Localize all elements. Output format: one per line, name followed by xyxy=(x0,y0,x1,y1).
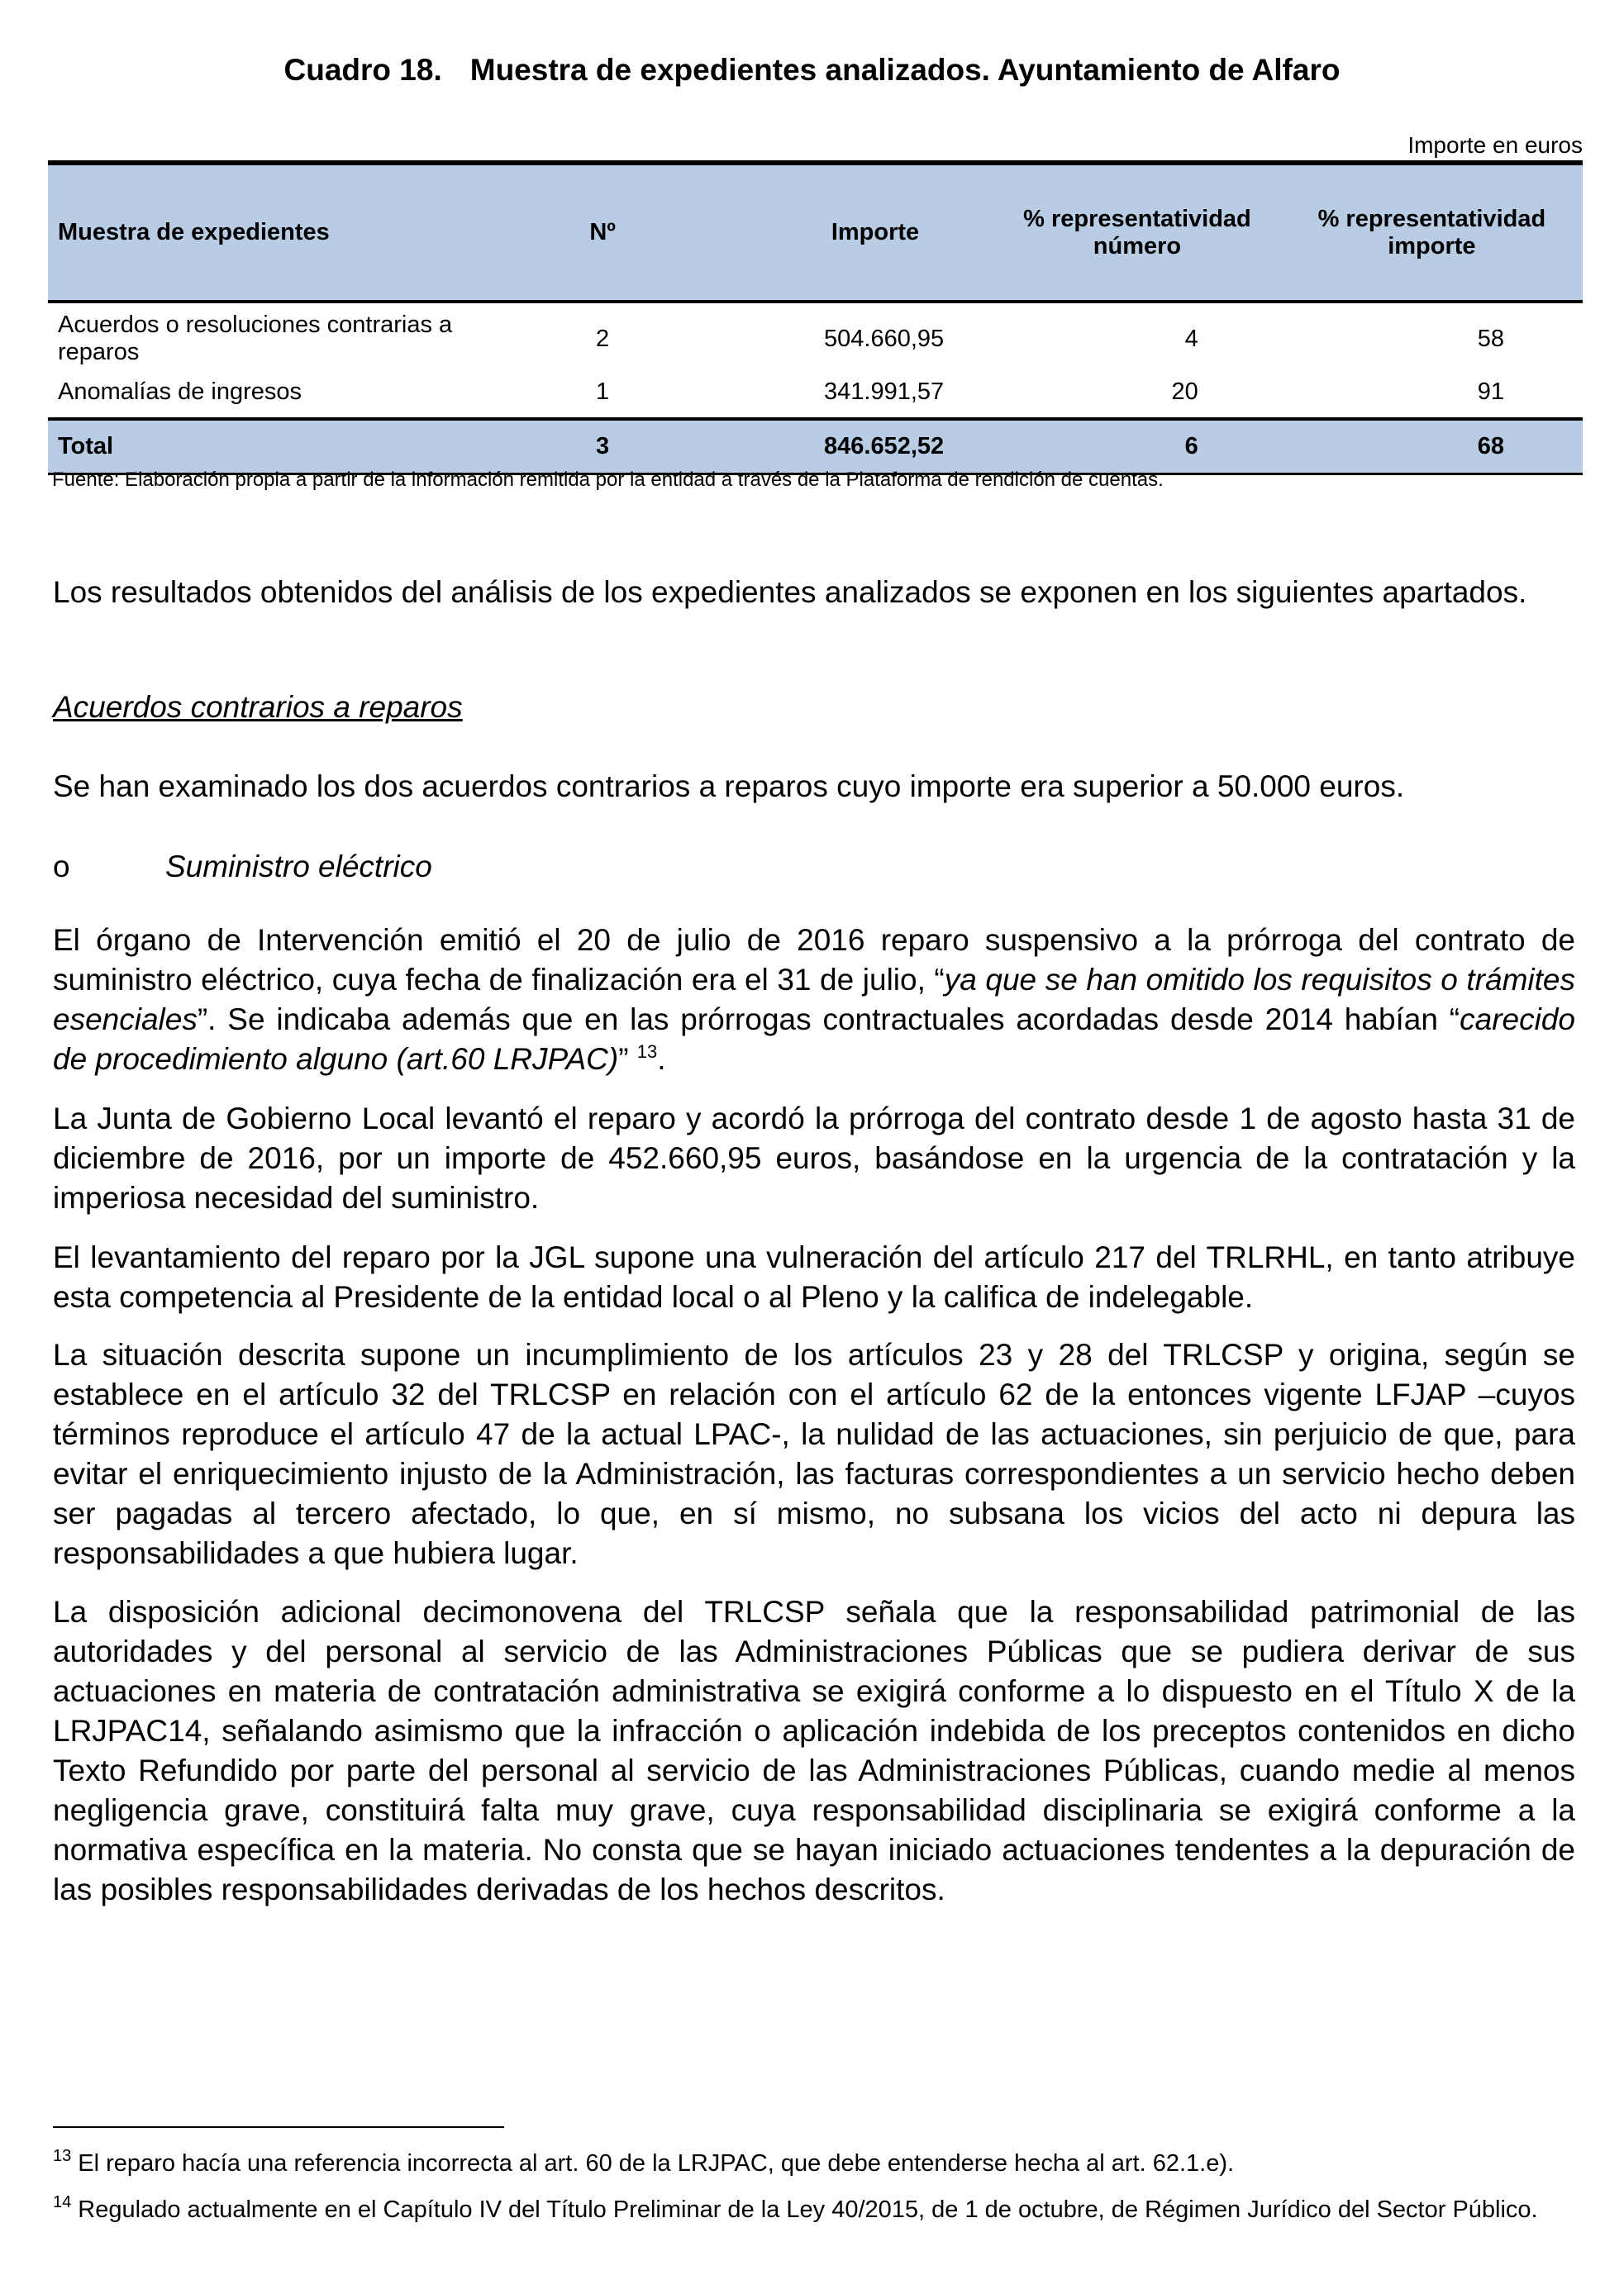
header-pct-importe-line2: importe xyxy=(1388,232,1476,259)
paragraph-examined xyxy=(53,767,1575,807)
unit-note: Importe en euros xyxy=(1407,132,1583,158)
table-total-row xyxy=(48,419,1583,474)
cell-importe: 504.660,95 xyxy=(824,325,945,352)
bullet-mark: o xyxy=(53,850,70,883)
cell-pct-importe: 91 xyxy=(1477,378,1504,405)
header-expedientes: Muestra de expedientes xyxy=(48,163,540,302)
quoted-text: ya que se han omitido los requisitos o trámites esenciales xyxy=(53,963,1575,1036)
footnote-14 xyxy=(53,2193,1575,2226)
table-row xyxy=(48,366,1583,419)
footnote-text: Regulado actualmente en el Capítulo IV del Título Preliminar de la Ley 40/2015, de 1 de octubre, de Régimen Jurídico del Sector Público. xyxy=(71,2196,1538,2223)
header-pct-numero-line1: % representatividad xyxy=(1023,205,1251,232)
paragraph-situacion xyxy=(53,1335,1575,1573)
caption-number: Cuadro 18. xyxy=(283,53,442,87)
paragraph-text xyxy=(53,921,1575,1079)
header-pct-numero-line2: número xyxy=(1093,232,1182,259)
cell-pct-numero: 20 xyxy=(1171,378,1198,405)
paragraph-jgl xyxy=(53,1238,1575,1317)
text-run: El órgano de Intervención emitió el 20 de julio de 2016 reparo suspensivo a la prórroga del contrato de suministro eléctrico, cuya fecha de finalización era el 31 de julio, “ xyxy=(53,923,1575,997)
table-caption xyxy=(0,53,1624,88)
footnote-divider xyxy=(53,2126,504,2128)
cell-importe: 341.991,57 xyxy=(824,378,945,405)
paragraph-text: La situación descrita supone un incumplimiento de los artículos 23 y 28 del TRLCSP y origina, según se establece en el artículo 32 del TRLCSP en relación con el artículo 62 de la entonces vigente LFJAP –cuyos términos reproduce el artículo 47 de la actual LPAC-, la nulidad de las actuaciones, sin perjuicio de que, para evitar el enriquecimiento injusto de la Administración, las facturas correspondientes a un servicio hecho deben ser pagadas al tercero afectado, lo que, en sí mismo, no subsana los vicios del acto ni depura las responsabilidades a que hubiera lugar. xyxy=(53,1338,1575,1570)
sample-table xyxy=(48,160,1583,475)
paragraph-text: El levantamiento del reparo por la JGL supone una vulneración del artículo 217 del TRLRHL, en tanto atribuye esta competencia al Presidente de la entidad local o al Pleno y la califica de indelegable. xyxy=(53,1240,1575,1314)
bullet-label: Suministro eléctrico xyxy=(165,850,432,883)
footnote-ref: 13 xyxy=(636,1041,658,1062)
paragraph-results xyxy=(53,573,1575,612)
cell-numero: 1 xyxy=(596,378,610,405)
total-pct-importe: 68 xyxy=(1281,419,1583,474)
paragraph-text: Se han examinado los dos acuerdos contrarios a reparos cuyo importe era superior a 50.000 euros. xyxy=(53,769,1405,803)
section-heading xyxy=(53,688,1575,727)
total-label: Total xyxy=(48,419,540,474)
cell-expedientes: Acuerdos o resoluciones contrarias a reparos xyxy=(58,312,453,365)
total-pct-numero: 6 xyxy=(993,419,1281,474)
text-run: ”. Se indicaba además que en las prórrogas contractuales acordadas desde 2014 habían “ xyxy=(197,1002,1460,1036)
header-importe: Importe xyxy=(666,163,994,302)
section-heading-text: Acuerdos contrarios a reparos xyxy=(53,690,463,724)
table-row xyxy=(48,302,1583,366)
footnote-text: El reparo hacía una referencia incorrecta al art. 60 de la LRJPAC, que debe entenderse hecha al art. 62.1.e). xyxy=(71,2150,1235,2177)
bullet-item xyxy=(53,847,432,887)
footnote-number: 14 xyxy=(53,2193,72,2211)
cell-pct-numero: 4 xyxy=(1184,325,1198,352)
quoted-text: carecido de procedimiento alguno (art.60 LRJPAC) xyxy=(53,1002,1575,1076)
total-importe: 846.652,52 xyxy=(666,419,994,474)
header-pct-importe xyxy=(1281,163,1583,302)
paragraph-disposicion xyxy=(53,1592,1575,1910)
paragraph-text: Los resultados obtenidos del análisis de los expedientes analizados se exponen en los siguientes apartados. xyxy=(53,575,1527,609)
paragraph-text: La disposición adicional decimonovena del TRLCSP señala que la responsabilidad patrimonial de las autoridades y del personal al servicio de las Administraciones Públicas que se pudiera derivar de sus actuaciones en materia de contratación administrativa se exigirá conforme a lo dispuesto en el Título X de la LRJPAC14, señalando asimismo que la infracción o aplicación indebida de los preceptos contenidos en dicho Texto Refundido por parte del personal al servicio de las Administraciones Públicas, cuando medie al menos negligencia grave, constituirá falta muy grave, cuya responsabilidad disciplinaria se exigirá conforme a la normativa específica en la materia. No consta que se hayan iniciado actuaciones tendentes a la depuración de las posibles responsabilidades derivadas de los hechos descritos. xyxy=(53,1595,1575,1906)
total-numero: 3 xyxy=(540,419,666,474)
cell-numero: 2 xyxy=(596,325,610,352)
cell-expedientes: Anomalías de ingresos xyxy=(58,378,302,405)
footnote-number: 13 xyxy=(53,2147,72,2165)
header-numero: Nº xyxy=(540,163,666,302)
table-header-row xyxy=(48,163,1583,302)
header-pct-importe-line1: % representatividad xyxy=(1317,205,1546,232)
paragraph-intervention xyxy=(53,921,1575,1079)
cell-pct-importe: 58 xyxy=(1477,325,1504,352)
footnote-13 xyxy=(53,2147,1575,2180)
paragraph-text: La Junta de Gobierno Local levantó el reparo y acordó la prórroga del contrato desde 1 de agosto hasta 31 de diciembre de 2016, por un importe de 452.660,95 euros, basándose en la urgencia de la contratación y la imperiosa necesidad del suministro. xyxy=(53,1102,1575,1215)
header-pct-numero xyxy=(993,163,1281,302)
text-run: ” xyxy=(618,1042,637,1076)
caption-title: Muestra de expedientes analizados. Ayuntamiento de Alfaro xyxy=(469,53,1341,87)
text-run: . xyxy=(657,1042,666,1076)
table-source-note: Fuente: Elaboración propia a partir de la información remitida por la entidad a través de la Plataforma de rendición de cuentas. xyxy=(52,469,1164,491)
paragraph-junta xyxy=(53,1099,1575,1218)
